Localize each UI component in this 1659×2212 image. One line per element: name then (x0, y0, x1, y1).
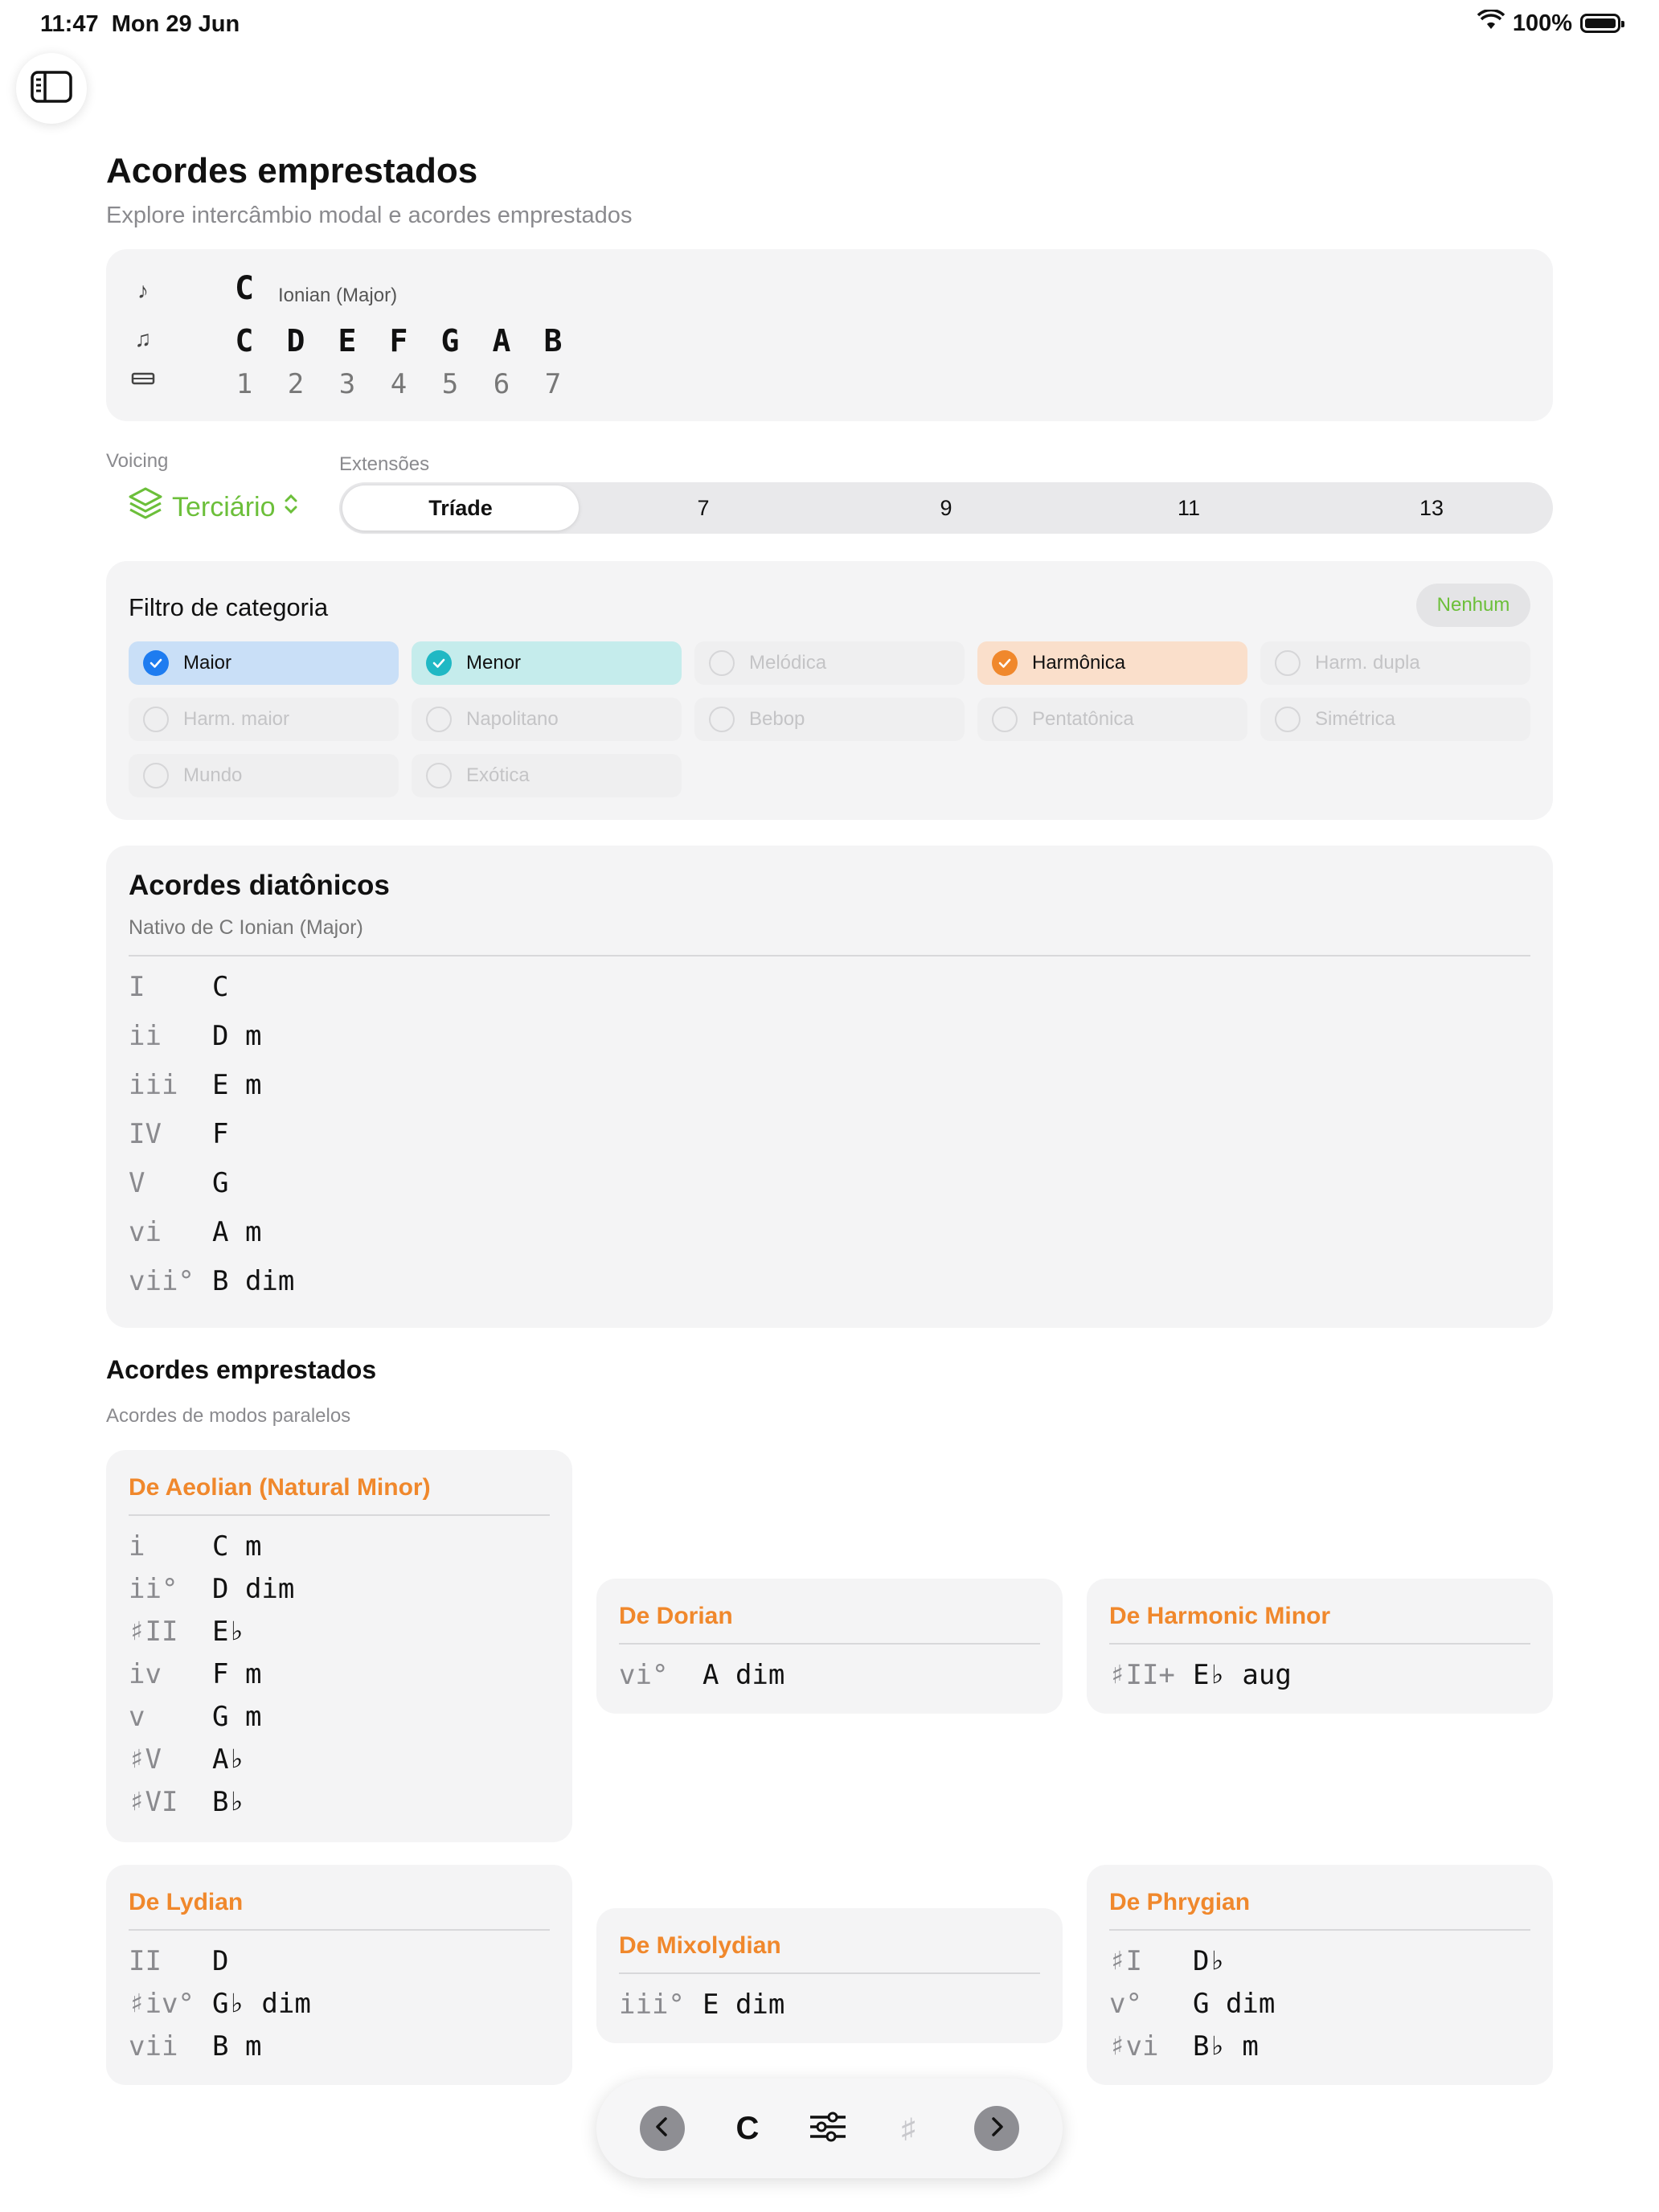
chord-name: A m (212, 1216, 262, 1248)
scale-degree: 4 (390, 368, 408, 400)
filter-chip-label: Mundo (183, 764, 243, 786)
scale-degree: 3 (338, 368, 356, 400)
divider (1109, 1929, 1530, 1931)
battery-percent: 100% (1512, 10, 1572, 36)
filter-chip-label: Pentatônica (1032, 708, 1134, 730)
borrowed-chord-row (1109, 1988, 1275, 2020)
roman-numeral: ♯V (129, 1743, 162, 1776)
chord-name: D♭ (1193, 1945, 1226, 1977)
filter-chip[interactable] (977, 698, 1247, 741)
borrowed-title: Acordes emprestados (106, 1355, 377, 1384)
key-button[interactable]: C (735, 2110, 760, 2146)
voicing-value: Terciário (172, 492, 276, 522)
notes-icon: ♫ (134, 326, 152, 351)
filter-chip[interactable] (412, 754, 682, 797)
checkmark-icon (426, 650, 452, 676)
checkmark-icon (992, 650, 1018, 676)
borrowed-chord-row (129, 1616, 245, 1648)
divider (129, 955, 1530, 956)
filter-chip-label: Bebop (749, 708, 805, 730)
unchecked-circle-icon (1275, 707, 1301, 732)
diatonic-title: Acordes diatônicos (129, 870, 390, 901)
borrowed-chord-row (129, 1701, 261, 1733)
filter-chip[interactable] (412, 641, 682, 685)
filter-chip[interactable] (129, 698, 399, 741)
note-icon: ♪ (137, 278, 149, 303)
roman-numeral: ♯II (129, 1616, 178, 1648)
chord-name: F (212, 1118, 229, 1150)
bottom-toolbar (596, 2079, 1063, 2178)
scale-note: A (492, 323, 511, 358)
unchecked-circle-icon (709, 650, 735, 676)
borrowed-group-title: De Lydian (129, 1889, 244, 1915)
borrowed-group-title: De Mixolydian (619, 1932, 781, 1959)
filter-chip[interactable] (694, 698, 965, 741)
diatonic-chord-row (129, 1020, 261, 1052)
borrowed-group-title: De Aeolian (Natural Minor) (129, 1474, 431, 1501)
borrowed-chord-row (1109, 2030, 1259, 2062)
borrowed-group-card (596, 1908, 1063, 2043)
borrowed-chord-row (129, 1658, 261, 1690)
chord-name: B m (212, 2030, 262, 2062)
diatonic-chord-row (129, 1069, 261, 1101)
scale-card (106, 249, 1553, 421)
borrowed-chord-row (619, 1659, 784, 1691)
divider (129, 1929, 550, 1931)
roman-numeral: ♯I (1109, 1945, 1142, 1977)
divider (619, 1643, 1040, 1645)
roman-numeral: v (129, 1701, 145, 1733)
extension-option[interactable]: Tríade (342, 485, 579, 530)
filter-chip-label: Simétrica (1315, 708, 1396, 730)
roman-numeral: v° (1109, 1988, 1142, 2020)
battery-icon (1580, 14, 1620, 33)
borrowed-group-card (1087, 1579, 1553, 1714)
borrowed-group-card (596, 1579, 1063, 1714)
roman-numeral: ♯iv° (129, 1988, 195, 2020)
extension-option[interactable]: 11 (1177, 495, 1201, 520)
scale-degree: 2 (287, 368, 305, 400)
borrowed-chord-row (129, 1573, 294, 1605)
borrowed-chord-row (129, 1945, 228, 1977)
borrowed-chord-row (129, 2030, 261, 2062)
borrowed-chord-row (129, 1743, 245, 1776)
previous-button[interactable] (640, 2106, 685, 2151)
sharp-button[interactable]: ♯ (901, 2112, 916, 2144)
filter-chip[interactable] (1260, 698, 1530, 741)
chord-name: F m (212, 1658, 262, 1690)
divider (1109, 1643, 1530, 1645)
status-indicators (1477, 10, 1620, 37)
roman-numeral: IV (129, 1118, 162, 1150)
chord-name: E♭ (212, 1616, 245, 1648)
roman-numeral: vii (129, 2030, 178, 2062)
layers-icon (127, 485, 164, 530)
diatonic-chord-row (129, 1216, 261, 1248)
chord-name: D dim (212, 1573, 295, 1605)
chord-name: C (212, 971, 229, 1003)
scale-degree: 1 (236, 368, 253, 400)
page-subtitle: Explore intercâmbio modal e acordes emprestados (106, 203, 633, 228)
voicing-picker[interactable] (127, 485, 299, 530)
filter-chip[interactable] (977, 641, 1247, 685)
next-button[interactable] (974, 2106, 1019, 2151)
borrowed-chord-row (129, 1530, 261, 1563)
roman-numeral: iii (129, 1069, 178, 1101)
filter-chip-label: Maior (183, 652, 232, 674)
extension-option[interactable]: 7 (697, 495, 710, 520)
scale-degree: 7 (544, 368, 562, 400)
chord-name: G♭ dim (212, 1988, 311, 2020)
divider (619, 1972, 1040, 1974)
borrowed-chord-row (619, 1989, 784, 2021)
borrowed-group-card (1087, 1865, 1553, 2085)
chord-name: A♭ (212, 1743, 245, 1776)
unchecked-circle-icon (709, 707, 735, 732)
roman-numeral: i (129, 1530, 145, 1563)
borrowed-subtitle: Acordes de modos paralelos (106, 1405, 351, 1427)
chord-name: E dim (703, 1989, 785, 2021)
scale-root: C (235, 270, 255, 307)
roman-numeral: II (129, 1945, 162, 1977)
diatonic-chord-row (129, 1118, 228, 1150)
diatonic-chord-row (129, 971, 228, 1003)
status-date: Mon 29 Jun (111, 11, 240, 37)
borrowed-group-title: De Dorian (619, 1603, 733, 1629)
wifi-icon (1477, 10, 1505, 37)
none-button[interactable]: Nenhum (1416, 584, 1530, 627)
diatonic-chord-row (129, 1265, 294, 1297)
chord-name: G dim (1193, 1988, 1276, 2020)
chord-name: B dim (212, 1265, 295, 1297)
keyboard-icon (127, 367, 159, 399)
chevron-right-icon (987, 2116, 1006, 2142)
borrowed-group-title: De Phrygian (1109, 1889, 1251, 1915)
filter-chip-label: Harmônica (1032, 652, 1126, 674)
roman-numeral: ii (129, 1020, 162, 1052)
roman-numeral: ii° (129, 1573, 178, 1605)
page-title: Acordes emprestados (106, 151, 478, 190)
filter-title: Filtro de categoria (129, 593, 329, 621)
unchecked-circle-icon (143, 763, 169, 789)
borrowed-chord-row (129, 1786, 245, 1818)
unchecked-circle-icon (143, 707, 169, 732)
scale-mode: Ionian (Major) (278, 285, 398, 306)
scale-note: C (235, 323, 254, 358)
roman-numeral: iii° (619, 1989, 685, 2021)
voicing-label: Voicing (106, 450, 169, 472)
chord-name: G m (212, 1701, 262, 1733)
scale-note: F (389, 323, 408, 358)
chord-name: E♭ aug (1193, 1659, 1292, 1691)
filter-chip-label: Harm. maior (183, 708, 290, 730)
filter-chip-label: Exótica (466, 764, 530, 786)
extensions-segmented-control (339, 482, 1553, 534)
status-time: 11:47 (40, 11, 99, 37)
borrowed-chord-row (1109, 1659, 1292, 1691)
roman-numeral: V (129, 1167, 145, 1199)
chord-name: A dim (703, 1659, 785, 1691)
chord-name: B♭ (212, 1786, 245, 1818)
filter-chip[interactable] (694, 641, 965, 685)
borrowed-group-card (106, 1450, 572, 1842)
diatonic-chords-card (106, 846, 1553, 1328)
roman-numeral: ♯VI (129, 1786, 178, 1818)
chord-name: D m (212, 1020, 262, 1052)
extensions-label: Extensões (339, 453, 430, 475)
scale-degree: 5 (441, 368, 459, 400)
filter-chip[interactable] (129, 754, 399, 797)
scale-note: G (440, 323, 460, 358)
unchecked-circle-icon (426, 707, 452, 732)
filter-chip-label: Menor (466, 652, 522, 674)
chord-name: E m (212, 1069, 262, 1101)
roman-numeral: I (129, 971, 145, 1003)
scale-note: B (543, 323, 563, 358)
chord-name: B♭ m (1193, 2030, 1259, 2062)
scale-note: E (338, 323, 357, 358)
divider (129, 1514, 550, 1516)
chevron-left-icon (653, 2116, 672, 2142)
sidebar-toggle-icon (31, 71, 72, 107)
filter-chip-label: Melódica (749, 652, 827, 674)
settings-button[interactable] (802, 2103, 854, 2154)
filter-chip[interactable] (412, 698, 682, 741)
roman-numeral: vii° (129, 1265, 195, 1297)
extension-option[interactable]: 9 (940, 495, 952, 520)
unchecked-circle-icon (1275, 650, 1301, 676)
sliders-icon (809, 2111, 847, 2147)
borrowed-chord-row (1109, 1945, 1226, 1977)
roman-numeral: vi (129, 1216, 162, 1248)
borrowed-group-title: De Harmonic Minor (1109, 1603, 1331, 1629)
chevron-updown-icon (283, 492, 299, 523)
roman-numeral: vi° (619, 1659, 669, 1691)
filter-chip[interactable] (129, 641, 399, 685)
chord-name: C m (212, 1530, 262, 1563)
roman-numeral: ♯vi (1109, 2030, 1159, 2062)
diatonic-chord-row (129, 1167, 228, 1199)
diatonic-subtitle: Nativo de C Ionian (Major) (129, 916, 363, 939)
filter-chip-label: Napolitano (466, 708, 559, 730)
filter-chip[interactable] (1260, 641, 1530, 685)
scale-note: D (286, 323, 305, 358)
category-filter-card (106, 561, 1553, 820)
sidebar-toggle-button[interactable] (16, 53, 87, 124)
checkmark-icon (143, 650, 169, 676)
unchecked-circle-icon (992, 707, 1018, 732)
extension-option[interactable]: 13 (1419, 495, 1444, 520)
roman-numeral: iv (129, 1658, 162, 1690)
roman-numeral: ♯II+ (1109, 1659, 1175, 1691)
filter-chip-label: Harm. dupla (1315, 652, 1420, 674)
status-time-date (40, 11, 240, 38)
unchecked-circle-icon (426, 763, 452, 789)
borrowed-chord-row (129, 1988, 311, 2020)
chord-name: G (212, 1167, 229, 1199)
borrowed-group-card (106, 1865, 572, 2085)
chord-name: D (212, 1945, 229, 1977)
scale-degree: 6 (493, 368, 510, 400)
